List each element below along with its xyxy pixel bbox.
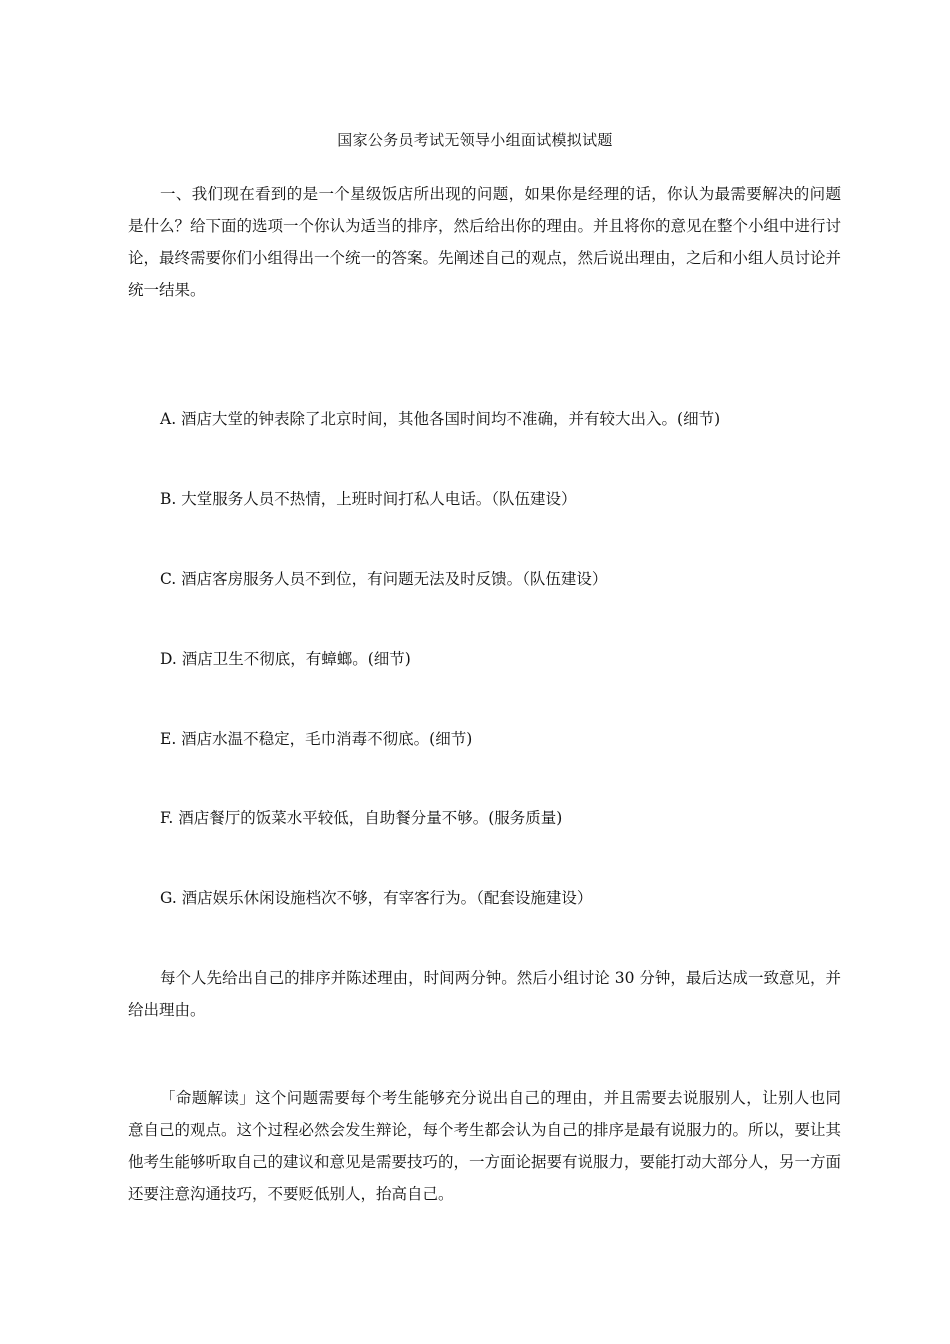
analysis-paragraph: 「命题解读」这个问题需要每个考生能够充分说出自己的理由，并且需要去说服别人，让别人也同意自己的观点。这个过程必然会发生辩论，每个考生都会认为自己的排序是最有说服力的。所以，要让其他考生能够听取自己的建议和意见是需要技巧的，一方面论据要有说服力，要能打动大部分人，另一方面还要注意沟通技巧，不要贬低别人，抬高自己。 — [128, 1089, 842, 1203]
option-f: F. 酒店餐厅的饭菜水平较低，自助餐分量不够。(服务质量) — [160, 809, 563, 827]
option-g: G. 酒店娱乐休闲设施档次不够，有宰客行为。（配套设施建设） — [160, 889, 593, 907]
option-c: C. 酒店客房服务人员不到位，有问题无法及时反馈。（队伍建设） — [160, 570, 608, 588]
option-a: A. 酒店大堂的钟表除了北京时间，其他各国时间均不准确，并有较大出入。(细节) — [160, 410, 721, 428]
page-title: 国家公务员考试无领导小组面试模拟试题 — [337, 131, 613, 149]
option-e: E. 酒店水温不稳定，毛巾消毒不彻底。(细节) — [160, 730, 473, 748]
option-d: D. 酒店卫生不彻底，有蟑螂。(细节) — [160, 650, 411, 668]
question-intro-paragraph: 一、我们现在看到的是一个星级饭店所出现的问题，如果你是经理的话，你认为最需要解决的问题是什么？给下面的选项一个你认为适当的排序，然后给出你的理由。并且将你的意见在整个小组中进行讨论，最终需要你们小组得出一个统一的答案。先阐述自己的观点，然后说出理由，之后和小组人员讨论并统一结果。 — [128, 185, 842, 299]
discussion-rule-paragraph: 每个人先给出自己的排序并陈述理由，时间两分钟。然后小组讨论 30 分钟，最后达成一致意见，并给出理由。 — [128, 969, 841, 1019]
option-b: B. 大堂服务人员不热情，上班时间打私人电话。（队伍建设） — [160, 490, 577, 508]
